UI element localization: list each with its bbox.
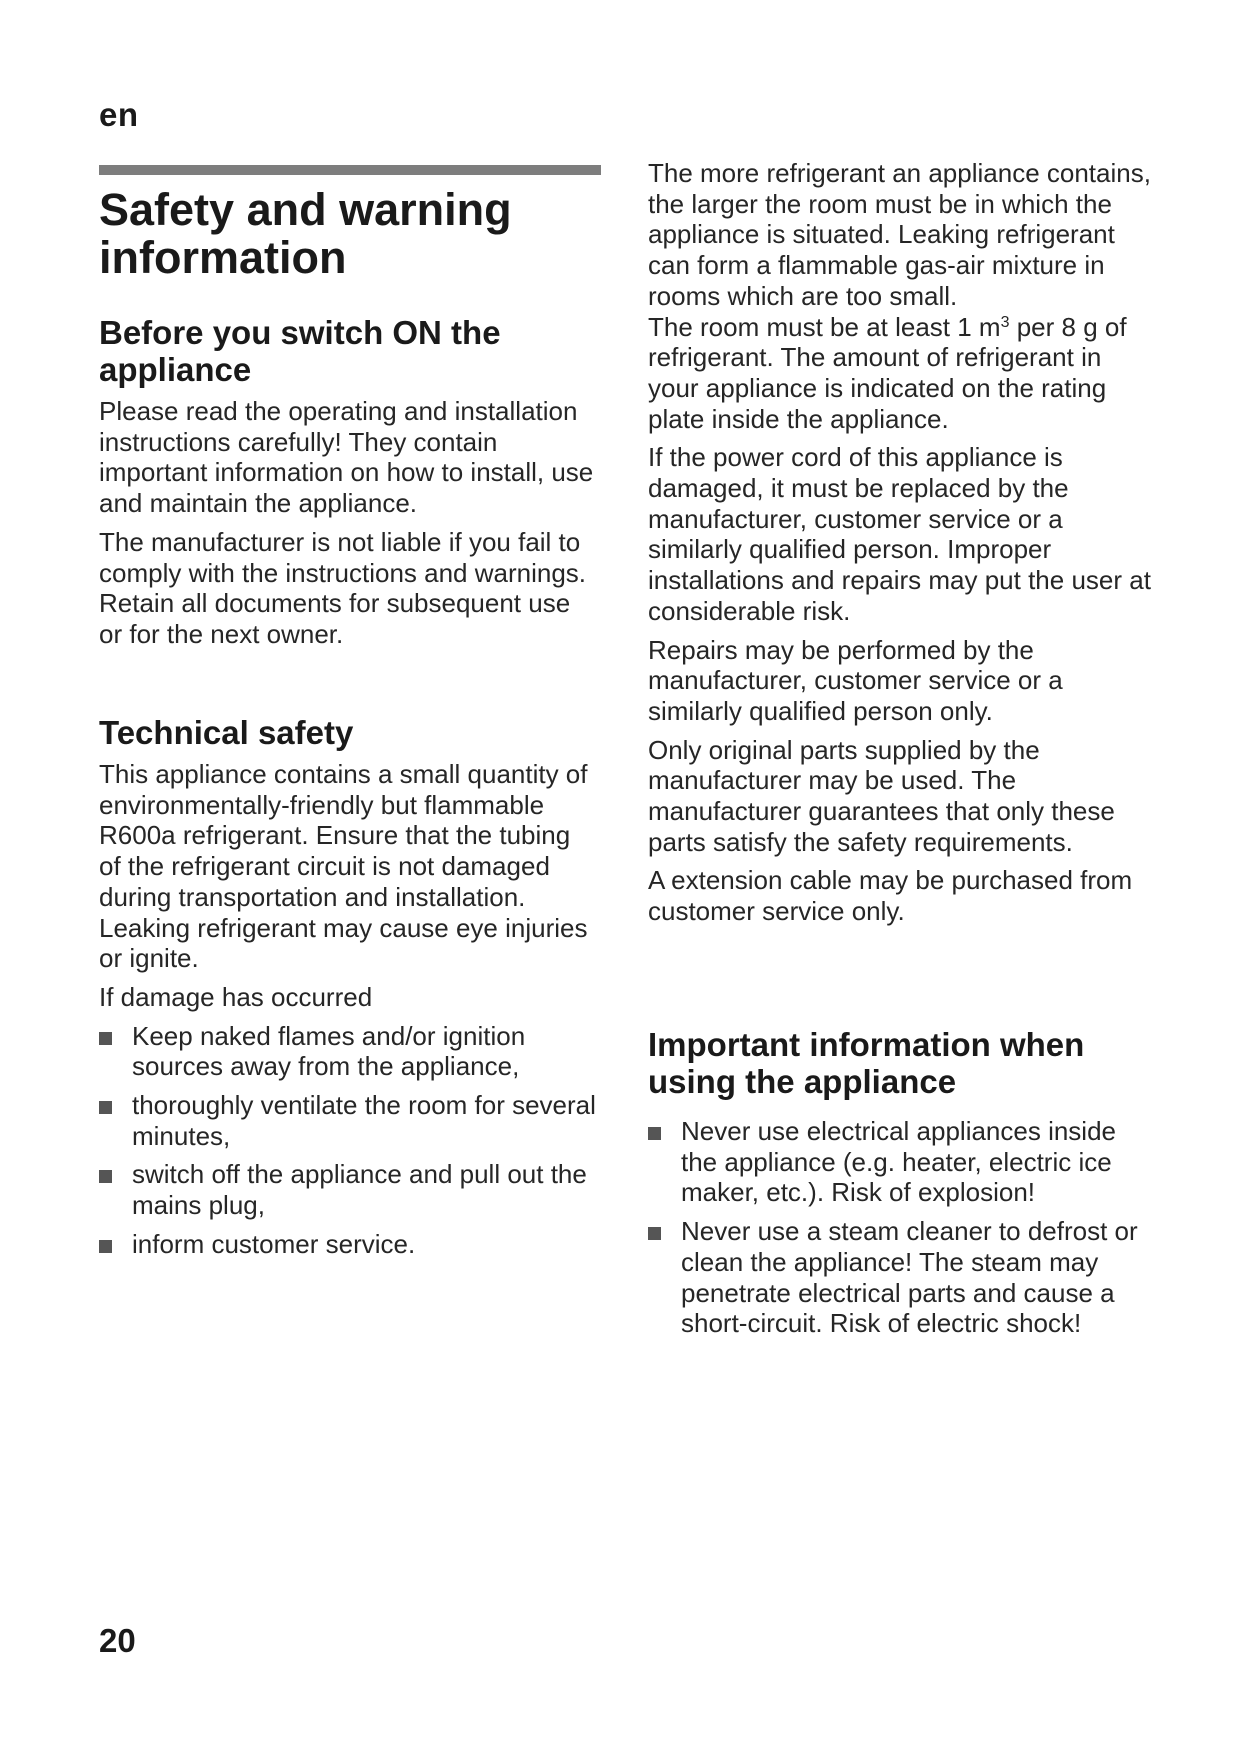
list-item: thoroughly ventilate the room for several minutes, (99, 1090, 599, 1151)
paragraph: Only original parts supplied by the manufacturer may be used. The manufacturer guarantees that only these parts satisfy the safety requirements. (648, 734, 1115, 857)
paragraph: Repairs may be performed by the manufacturer, customer service or a similarly qualified person only. (648, 634, 1063, 726)
section-heading: Before you switch ON the appliance (99, 314, 501, 388)
title-rule (99, 165, 601, 175)
language-code: en (99, 96, 139, 133)
bullet-square-icon (99, 1240, 112, 1253)
list-item: switch off the appliance and pull out the mains plug, (99, 1159, 599, 1220)
page-number: 20 (99, 1622, 136, 1659)
paragraph: The more refrigerant an appliance contains, the larger the room must be in which the appliance is situated. Leaking refrigerant can form a flammable gas-air mixture in rooms which are too small. (648, 158, 1151, 311)
page-title: Safety and warning information (99, 184, 512, 283)
important-list (648, 1116, 1158, 1339)
bullet-square-icon (648, 1227, 661, 1240)
section-heading: Technical safety (99, 714, 354, 751)
bullet-square-icon (648, 1127, 661, 1140)
paragraph: If the power cord of this appliance is damaged, it must be replaced by the manufacturer, customer service or a similarly qualified person. Improper installations and repairs may put the user at considerable risk. (648, 442, 1151, 626)
paragraph: A extension cable may be purchased from customer service only. (648, 865, 1133, 927)
paragraph: Please read the operating and installation instructions carefully! They contain important information on how to install, use and maintain the appliance. (99, 396, 594, 519)
list-item: Never use electrical appliances inside the appliance (e.g. heater, electric ice maker, etc.). Risk of explosion! (648, 1116, 1158, 1208)
paragraph: The manufacturer is not liable if you fail to comply with the instructions and warnings. Retain all documents for subsequent use or for the next owner. (99, 526, 587, 649)
paragraph: The room must be at least 1 $m^3$ per 8 g of refrigerant. The amount of refrigerant in your appliance is indicated on the rating plate inside the appliance. (648, 311, 1127, 434)
section-heading: Important information when using the appliance (648, 1026, 1085, 1100)
section-technical-safety (99, 714, 599, 1268)
bullet-square-icon (99, 1101, 112, 1114)
list-item: inform customer service. (99, 1229, 599, 1260)
list-item: Keep naked flames and/or ignition sources away from the appliance, (99, 1021, 599, 1082)
bullet-square-icon (99, 1032, 112, 1045)
section-important-info (648, 1026, 1158, 1347)
paragraph: If damage has occurred (99, 981, 373, 1012)
section-before-switch-on (99, 314, 599, 650)
section-refrigerant-room (648, 158, 1158, 927)
paragraph: This appliance contains a small quantity of environmentally-friendly but flammable R600a refrigerant. Ensure that the tubing of the refrigerant circuit is not damaged during transportation and installation. Leaking refrigerant may cause eye injuries or ignite. (99, 759, 588, 974)
list-item: Never use a steam cleaner to defrost or clean the appliance! The steam may penetrate electrical parts and cause a short-circuit. Risk of electric shock! (648, 1216, 1158, 1339)
bullet-square-icon (99, 1170, 112, 1183)
damage-steps-list (99, 1021, 599, 1260)
